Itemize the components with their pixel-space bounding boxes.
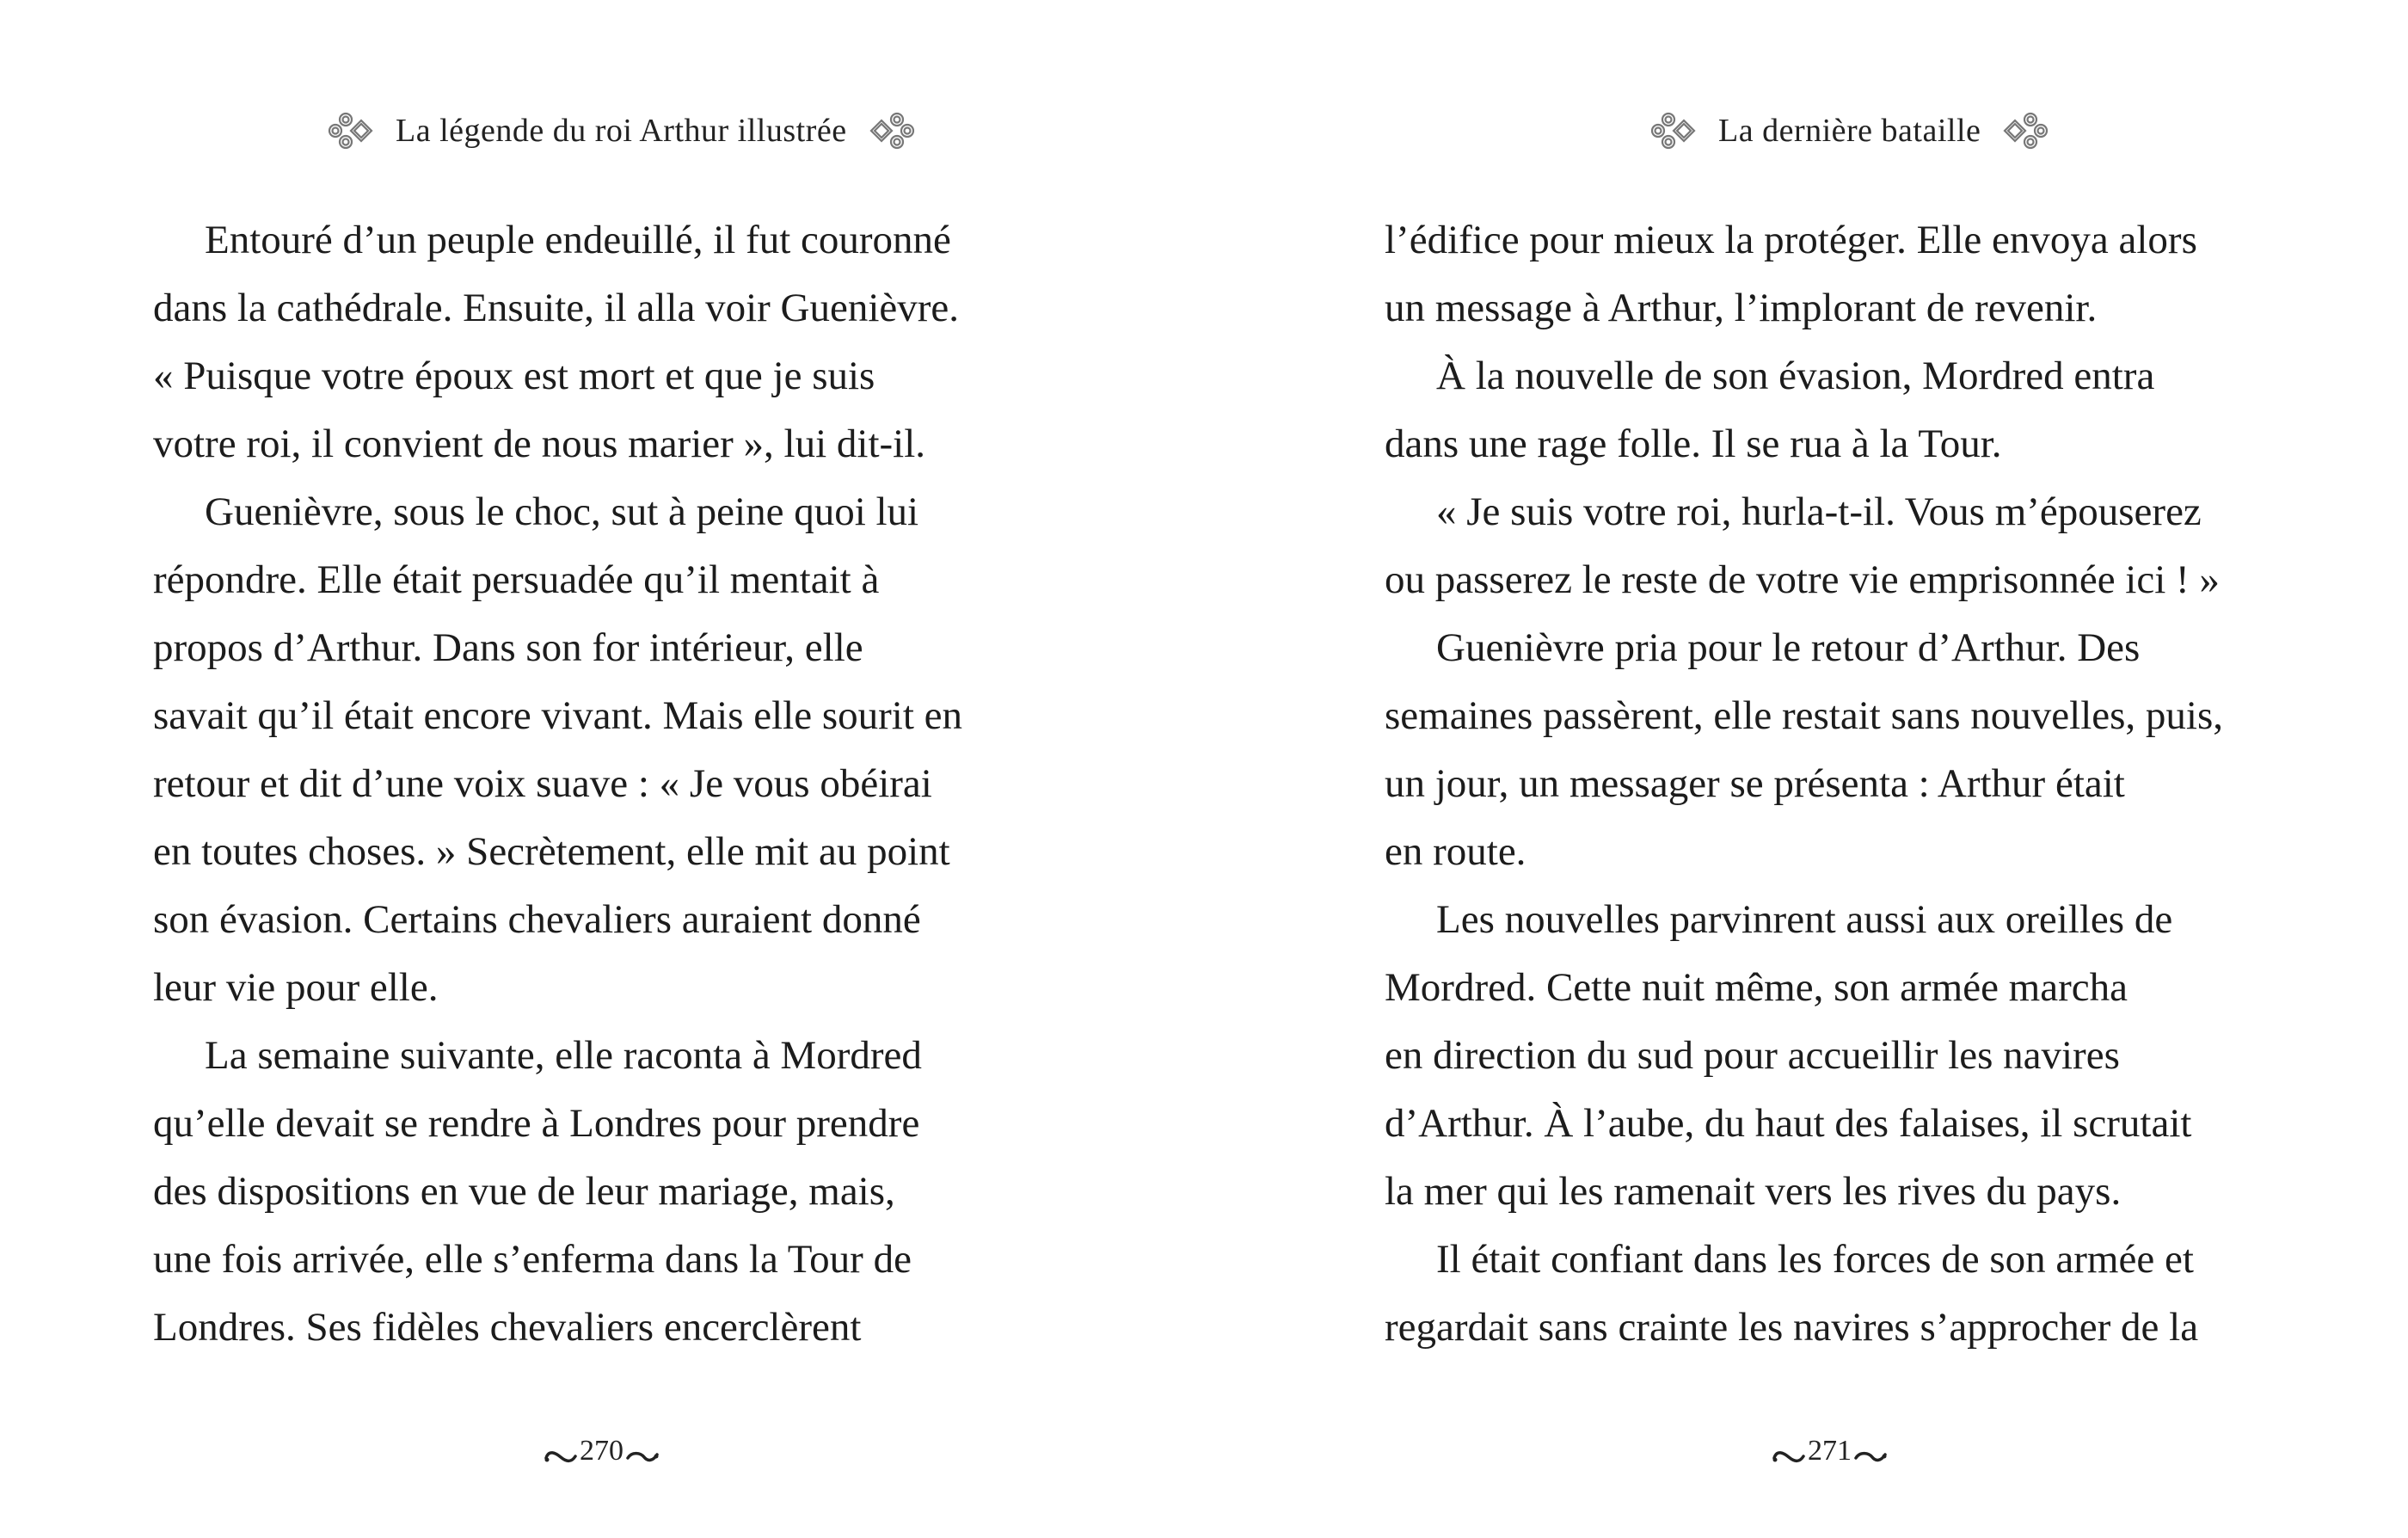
text-line: semaines passèrent, elle restait sans nouvelles, puis, <box>1385 693 2223 738</box>
text-line: un jour, un messager se présenta : Arthur était <box>1385 761 2125 806</box>
page-number-text: 270 <box>580 1435 624 1467</box>
celtic-knot-icon <box>1649 109 1698 152</box>
swash-right-icon <box>1853 1442 1888 1461</box>
swash-left-icon <box>1772 1442 1806 1461</box>
page-number-text: 271 <box>1808 1435 1852 1467</box>
text-line: la mer qui les ramenait vers les rives du pays. <box>1385 1169 2122 1214</box>
text-line: À la nouvelle de son évasion, Mordred entra <box>1436 354 2155 398</box>
text-line: Il était confiant dans les forces de son armée et <box>1436 1237 2194 1282</box>
text-line: Les nouvelles parvinrent aussi aux oreilles de <box>1436 897 2173 942</box>
text-line: votre roi, il convient de nous marier », lui dit-il. <box>153 421 926 466</box>
page-number <box>1772 1435 1888 1467</box>
swash-right-icon <box>625 1442 660 1461</box>
text-line: qu’elle devait se rendre à Londres pour prendre <box>153 1101 920 1146</box>
text-line: propos d’Arthur. Dans son for intérieur, elle <box>153 625 863 670</box>
running-head-title: La dernière bataille <box>1718 113 1981 149</box>
celtic-knot-icon <box>2001 109 2049 152</box>
body-text <box>153 206 1030 1362</box>
text-line: Londres. Ses fidèles chevaliers encerclèrent <box>153 1305 862 1350</box>
running-head-title: La légende du roi Arthur illustrée <box>396 113 847 149</box>
text-line: répondre. Elle était persuadée qu’il mentait à <box>153 557 880 602</box>
text-line: dans une rage folle. Il se rua à la Tour. <box>1385 421 2002 466</box>
text-line: leur vie pour elle. <box>153 965 439 1010</box>
text-line: son évasion. Certains chevaliers auraient donné <box>153 897 921 942</box>
text-line: un message à Arthur, l’implorant de revenir. <box>1385 286 2098 330</box>
text-line: savait qu’il était encore vivant. Mais elle sourit en <box>153 693 963 738</box>
text-line: regardait sans crainte les navires s’approcher de la <box>1385 1305 2199 1350</box>
text-line: Mordred. Cette nuit même, son armée marcha <box>1385 965 2128 1010</box>
text-line: « Puisque votre époux est mort et que je suis <box>153 354 875 398</box>
text-line: en route. <box>1385 829 1526 874</box>
running-head <box>1649 105 2049 157</box>
text-line: en toutes choses. » Secrètement, elle mit au point <box>153 829 950 874</box>
text-line: en direction du sud pour accueillir les navires <box>1385 1033 2120 1078</box>
text-line: La semaine suivante, elle raconta à Mordred <box>205 1033 922 1078</box>
celtic-knot-icon <box>868 109 916 152</box>
text-line: Guenièvre pria pour le retour d’Arthur. Des <box>1436 625 2141 670</box>
text-line: ou passerez le reste de votre vie emprisonnée ici ! » <box>1385 557 2220 602</box>
text-line: une fois arrivée, elle s’enferma dans la Tour de <box>153 1237 912 1282</box>
text-line: des dispositions en vue de leur mariage, mais, <box>153 1169 895 1214</box>
text-line: d’Arthur. À l’aube, du haut des falaises, il scrutait <box>1385 1101 2192 1146</box>
text-line: retour et dit d’une voix suave : « Je vous obéirai <box>153 761 932 806</box>
celtic-knot-icon <box>327 109 375 152</box>
text-line: Guenièvre, sous le choc, sut à peine quoi lui <box>205 489 919 534</box>
running-head <box>327 105 916 157</box>
right-page <box>1204 0 2408 1538</box>
text-line: l’édifice pour mieux la protéger. Elle envoya alors <box>1385 218 2197 262</box>
swash-left-icon <box>544 1442 578 1461</box>
text-line: « Je suis votre roi, hurla-t-il. Vous m’épouserez <box>1436 489 2202 534</box>
body-text <box>1385 206 2296 1362</box>
page-number <box>544 1435 660 1467</box>
text-line: Entouré d’un peuple endeuillé, il fut couronné <box>205 218 951 262</box>
text-line: dans la cathédrale. Ensuite, il alla voir Guenièvre. <box>153 286 960 330</box>
